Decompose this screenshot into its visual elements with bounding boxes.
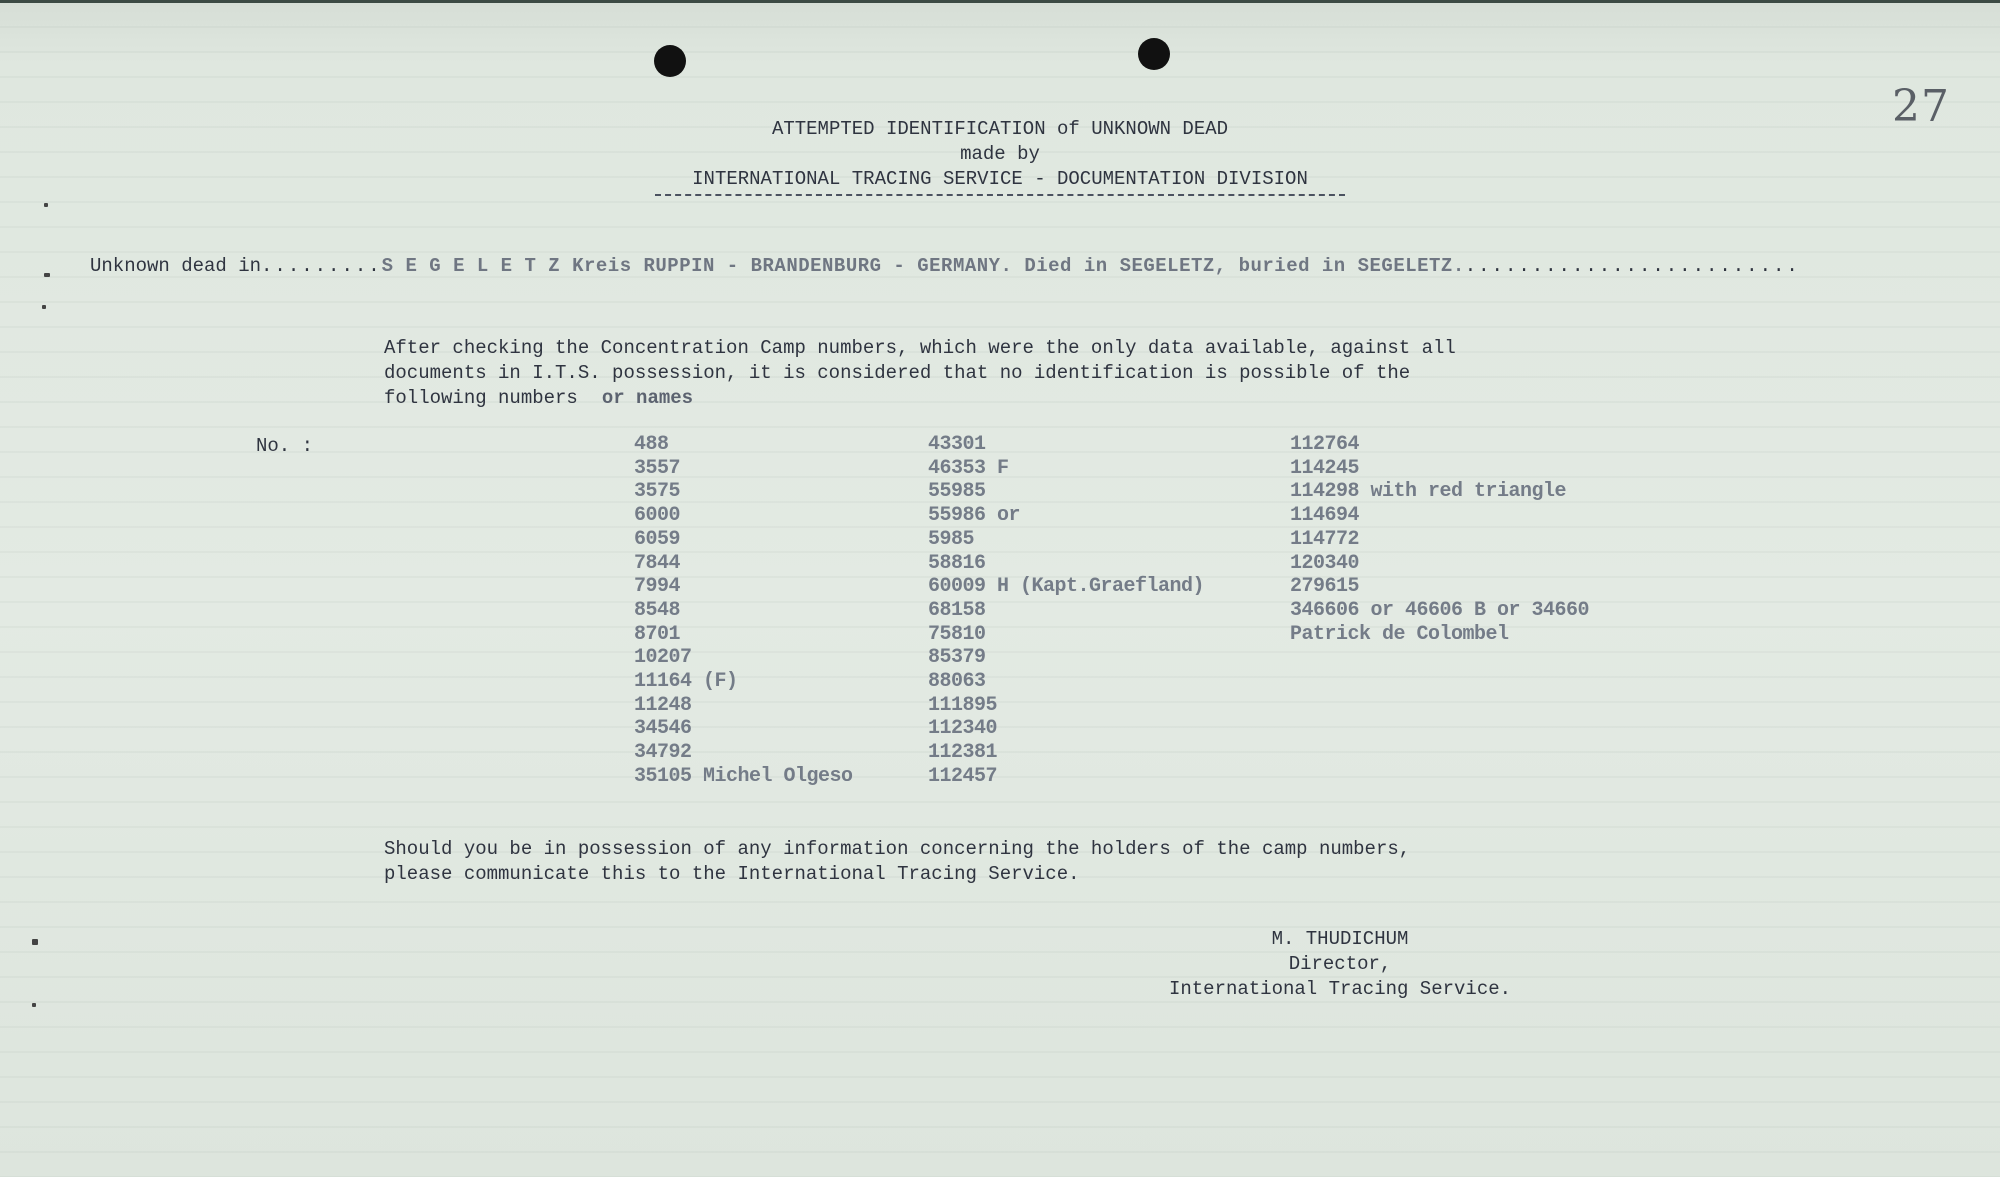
intro-paragraph <box>384 336 1684 411</box>
scan-mark <box>32 939 38 945</box>
camp-number: 112457 <box>928 764 998 788</box>
camp-number: 75810 <box>928 622 986 646</box>
camp-number: 34792 <box>634 741 692 765</box>
camp-number: 112764 <box>1290 433 1360 456</box>
camp-number: 35105 Michel Olgeso <box>634 764 853 788</box>
camp-number: 6000 <box>634 504 681 528</box>
signatory-organization: International Tracing Service. <box>1168 978 1512 1000</box>
header-organization: INTERNATIONAL TRACING SERVICE - DOCUMENTATION DIVISION <box>692 168 1308 190</box>
numbers-column-3 <box>1290 433 1589 646</box>
camp-number: 6059 <box>634 527 681 551</box>
scan-mark <box>32 1003 36 1007</box>
camp-number: 68158 <box>928 598 986 622</box>
camp-number: 114694 <box>1290 504 1360 528</box>
unknown-dead-location: S E G E L E T Z Kreis RUPPIN - BRANDENBURG - GERMANY. Died in SEGELETZ, buried in SEGELETZ. <box>381 255 1465 277</box>
camp-number: 55985 <box>928 480 986 504</box>
numbers-column-2 <box>928 433 1204 789</box>
camp-number: 43301 <box>928 433 986 456</box>
signature-block <box>1140 927 1540 1002</box>
closing-paragraph <box>384 837 1684 887</box>
camp-number: 114772 <box>1290 527 1360 551</box>
intro-line: following numbers <box>384 387 578 409</box>
unknown-dead-line <box>90 255 1860 277</box>
punch-hole <box>654 45 686 77</box>
intro-line: documents in I.T.S. possession, it is considered that no identification is possible of the <box>384 362 1411 384</box>
scan-mark <box>42 305 46 309</box>
camp-number: 55986 or <box>928 504 1021 528</box>
signatory-name: M. THUDICHUM <box>1271 928 1409 950</box>
intro-line: After checking the Concentration Camp numbers, which were the only data available, against all <box>384 337 1456 359</box>
page-number: 27 <box>1892 81 1950 132</box>
punch-hole <box>1138 38 1170 70</box>
camp-number: 60009 H (Kapt.Graefland) <box>928 575 1205 599</box>
header-subtitle: made by <box>960 143 1040 165</box>
camp-number: 7994 <box>634 575 681 599</box>
camp-number: 8701 <box>634 622 681 646</box>
camp-number: 112340 <box>928 717 998 741</box>
numbers-label: No. : <box>256 435 314 457</box>
camp-number: 111895 <box>928 693 998 717</box>
camp-number: 58816 <box>928 551 986 575</box>
numbers-column-1 <box>634 433 853 789</box>
camp-number: 34546 <box>634 717 692 741</box>
closing-line: Should you be in possession of any information concerning the holders of the camp numbers, <box>384 838 1411 860</box>
scan-mark <box>44 273 50 277</box>
camp-number: 5985 <box>928 527 975 551</box>
closing-line: please communicate this to the International Tracing Service. <box>384 863 1080 885</box>
header-title: ATTEMPTED IDENTIFICATION of UNKNOWN DEAD <box>771 118 1229 140</box>
camp-number: 10207 <box>634 646 692 670</box>
camp-number: Patrick de Colombel <box>1290 622 1509 646</box>
camp-number: 46353 F <box>928 456 1009 480</box>
camp-number: 11164 (F) <box>634 670 738 694</box>
camp-number: 279615 <box>1290 575 1360 599</box>
camp-number: 8548 <box>634 598 681 622</box>
signatory-title: Director, <box>1288 953 1392 975</box>
unknown-dead-label: Unknown dead in <box>90 255 262 277</box>
dotted-leader: ......... <box>261 255 382 277</box>
camp-number: 114245 <box>1290 456 1360 480</box>
camp-number: 85379 <box>928 646 986 670</box>
camp-number: 88063 <box>928 670 986 694</box>
camp-number: 346606 or 46606 B or 34660 <box>1290 598 1590 622</box>
header-underline <box>655 194 1345 196</box>
camp-number: 112381 <box>928 741 998 765</box>
document-header <box>0 117 2000 196</box>
camp-number: 3575 <box>634 480 681 504</box>
camp-number: 114298 with red triangle <box>1290 480 1567 504</box>
dotted-leader: ......................... <box>1464 255 1800 277</box>
camp-number: 3557 <box>634 456 681 480</box>
camp-number: 120340 <box>1290 551 1360 575</box>
camp-number: 488 <box>634 433 669 456</box>
intro-addendum: or names <box>601 387 694 409</box>
camp-number: 11248 <box>634 693 692 717</box>
camp-number: 7844 <box>634 551 681 575</box>
scan-mark <box>44 203 48 207</box>
